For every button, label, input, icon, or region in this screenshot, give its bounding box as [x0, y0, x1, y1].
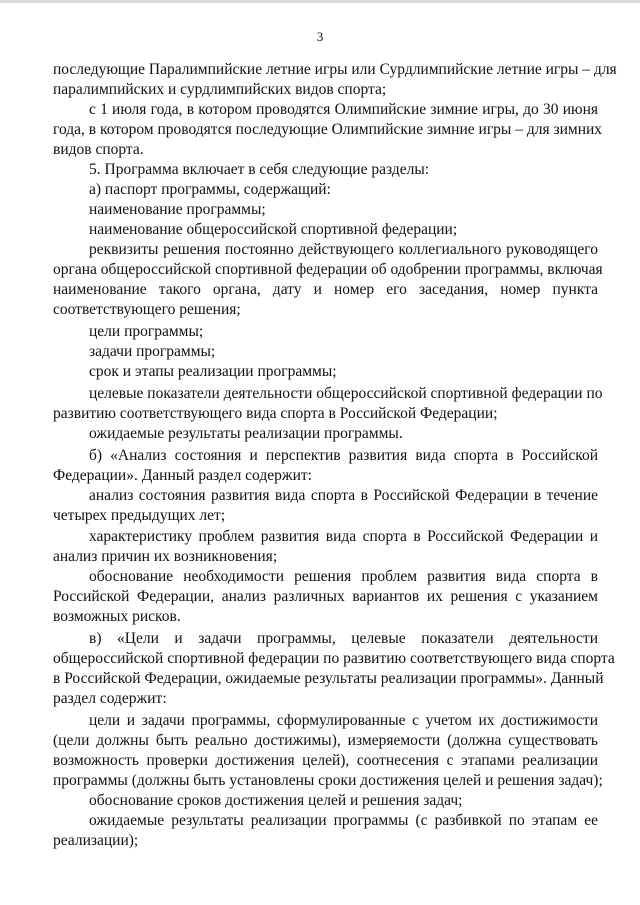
- text-line: 5. Программа включает в себя следующие разделы:: [89, 161, 430, 178]
- text-line: цели программы;: [89, 323, 204, 340]
- text-line: года, в котором проводятся последующие Олимпийские зимние игры – для зимних: [53, 121, 603, 138]
- text-line: четырех предыдущих лет;: [53, 507, 226, 524]
- text-line: ожидаемые результаты реализации программы (с разбивкой по этапам ее: [89, 812, 598, 829]
- text-line: возможность проверки достижения целей), соотнесения с этапами реализации: [53, 752, 598, 769]
- text-line: цели и задачи программы, сформулированные с учетом их достижимости: [89, 712, 598, 729]
- text-line: обоснование необходимости решения проблем развития вида спорта в: [89, 568, 598, 585]
- text-line: срок и этапы реализации программы;: [89, 363, 337, 380]
- text-line: возможных рисков.: [53, 608, 181, 625]
- text-line: последующие Паралимпийские летние игры или Сурдлимпийские летние игры – для: [53, 61, 617, 78]
- text-line: реквизиты решения постоянно действующего коллегиального руководящего: [89, 241, 598, 258]
- text-line: в Российской Федерации, ожидаемые результаты реализации программы». Данный: [53, 670, 604, 687]
- text-line: обоснование сроков достижения целей и решения задач;: [89, 792, 463, 809]
- text-line: анализ причин их возникновения;: [53, 548, 278, 565]
- text-line: общероссийской спортивной федерации по развитию соответствующего вида спорта: [53, 650, 615, 667]
- text-line: анализ состояния развития вида спорта в Российской Федерации в течение: [89, 487, 598, 504]
- text-line: б) «Анализ состояния и перспектив развития вида спорта в Российской: [89, 447, 598, 464]
- text-line: видов спорта.: [53, 141, 144, 158]
- text-line: наименование общероссийской спортивной федерации;: [89, 221, 458, 238]
- text-line: программы (должны быть установлены сроки достижения целей и решения задач);: [53, 772, 603, 789]
- text-line: развитию соответствующего вида спорта в Российской Федерации;: [53, 405, 498, 422]
- page-number: 3: [316, 29, 324, 44]
- scan-edge: [0, 0, 640, 3]
- text-line: ожидаемые результаты реализации программы.: [89, 425, 403, 442]
- text-line: реализации);: [53, 832, 139, 849]
- text-line: паралимпийских и сурдлимпийских видов спорта;: [53, 81, 387, 98]
- text-line: Российской Федерации, анализ различных вариантов их решения с указанием: [53, 588, 598, 605]
- text-line: с 1 июля года, в котором проводятся Олимпийские зимние игры, до 30 июня: [89, 101, 598, 118]
- text-line: органа общероссийской спортивной федерации об одобрении программы, включая: [53, 261, 603, 278]
- text-line: в) «Цели и задачи программы, целевые показатели деятельности: [89, 630, 598, 647]
- text-line: целевые показатели деятельности общероссийской спортивной федерации по: [89, 385, 603, 402]
- text-line: соответствующего решения;: [53, 301, 241, 318]
- text-line: а) паспорт программы, содержащий:: [89, 181, 331, 198]
- text-line: характеристику проблем развития вида спорта в Российской Федерации и: [89, 528, 598, 545]
- text-line: задачи программы;: [89, 343, 216, 360]
- text-line: (цели должны быть реально достижимы), измеряемости (должна существовать: [53, 732, 598, 749]
- text-line: наименование программы;: [89, 201, 266, 218]
- text-line: наименование такого органа, дату и номер его заседания, номер пункта: [53, 281, 598, 298]
- text-line: раздел содержит:: [53, 690, 167, 707]
- text-line: Федерации». Данный раздел содержит:: [53, 467, 312, 484]
